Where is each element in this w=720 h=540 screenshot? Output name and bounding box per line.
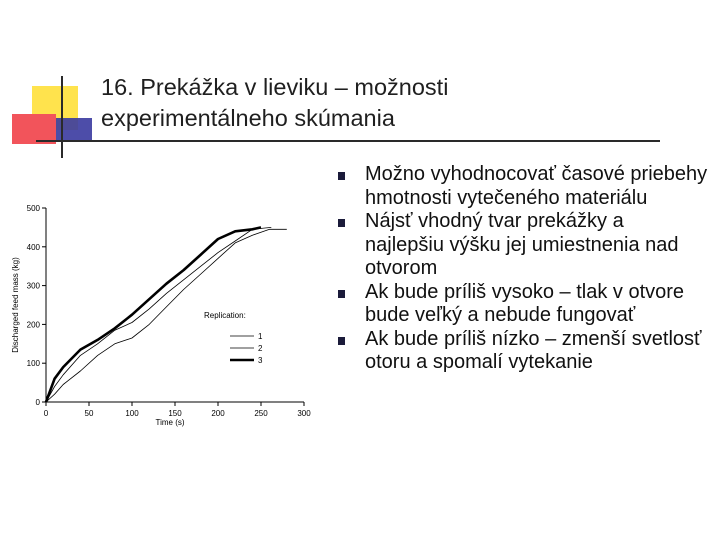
bullet-item: [338, 328, 708, 375]
bullet-item: [338, 210, 708, 281]
horizontal-rule-decoration: [36, 140, 660, 142]
bullet-text: Nájsť vhodný tvar prekážky a najlepšiu výšku jej umiestnenia nad otvorom: [365, 210, 679, 279]
x-tick-label: 50: [84, 409, 94, 418]
y-tick-label: 300: [26, 281, 40, 291]
y-tick-label: 0: [35, 398, 40, 407]
square-bullet-icon: [338, 219, 345, 227]
legend-label: 1: [258, 332, 263, 341]
bullet-text: Možno vyhodnocovať časové priebehy hmotnosti vytečeného materiálu: [365, 163, 708, 209]
bullet-item: [338, 163, 708, 210]
square-bullet-icon: [338, 337, 345, 345]
slide-title: [101, 72, 661, 134]
bullet-list: [338, 163, 708, 375]
legend-label: 2: [258, 344, 263, 353]
square-bullet-icon: [338, 172, 345, 180]
y-tick-label: 500: [26, 204, 40, 213]
y-tick-label: 400: [26, 242, 40, 252]
x-tick-label: 0: [43, 409, 49, 418]
bullet-text: Ak bude príliš nízko – zmenší svetlosť otoru a spomalí vytekanie: [365, 327, 702, 373]
legend-title: Replication:: [204, 311, 246, 320]
discharge-chart: [8, 196, 318, 446]
vertical-rule-decoration: [61, 76, 63, 158]
y-tick-label: 100: [26, 359, 40, 369]
x-tick-label: 200: [211, 409, 225, 418]
title-line-1: 16. Prekážka v lieviku – možnosti: [101, 74, 449, 100]
title-line-2: experimentálneho skúmania: [101, 105, 395, 131]
bullet-item: [338, 281, 708, 328]
x-axis-label: Time (s): [155, 418, 185, 427]
x-tick-label: 250: [254, 409, 268, 418]
square-bullet-icon: [338, 290, 345, 298]
legend-label: 3: [258, 356, 263, 365]
series-line-2: [46, 229, 287, 402]
bullet-text: Ak bude príliš vysoko – tlak v otvore bude veľký a nebude fungovať: [365, 280, 685, 326]
y-tick-label: 200: [26, 320, 40, 330]
x-tick-label: 150: [168, 409, 182, 418]
x-tick-label: 300: [297, 409, 311, 418]
y-axis-label: Discharged feed mass (kg): [11, 257, 20, 353]
x-tick-label: 100: [125, 409, 139, 418]
